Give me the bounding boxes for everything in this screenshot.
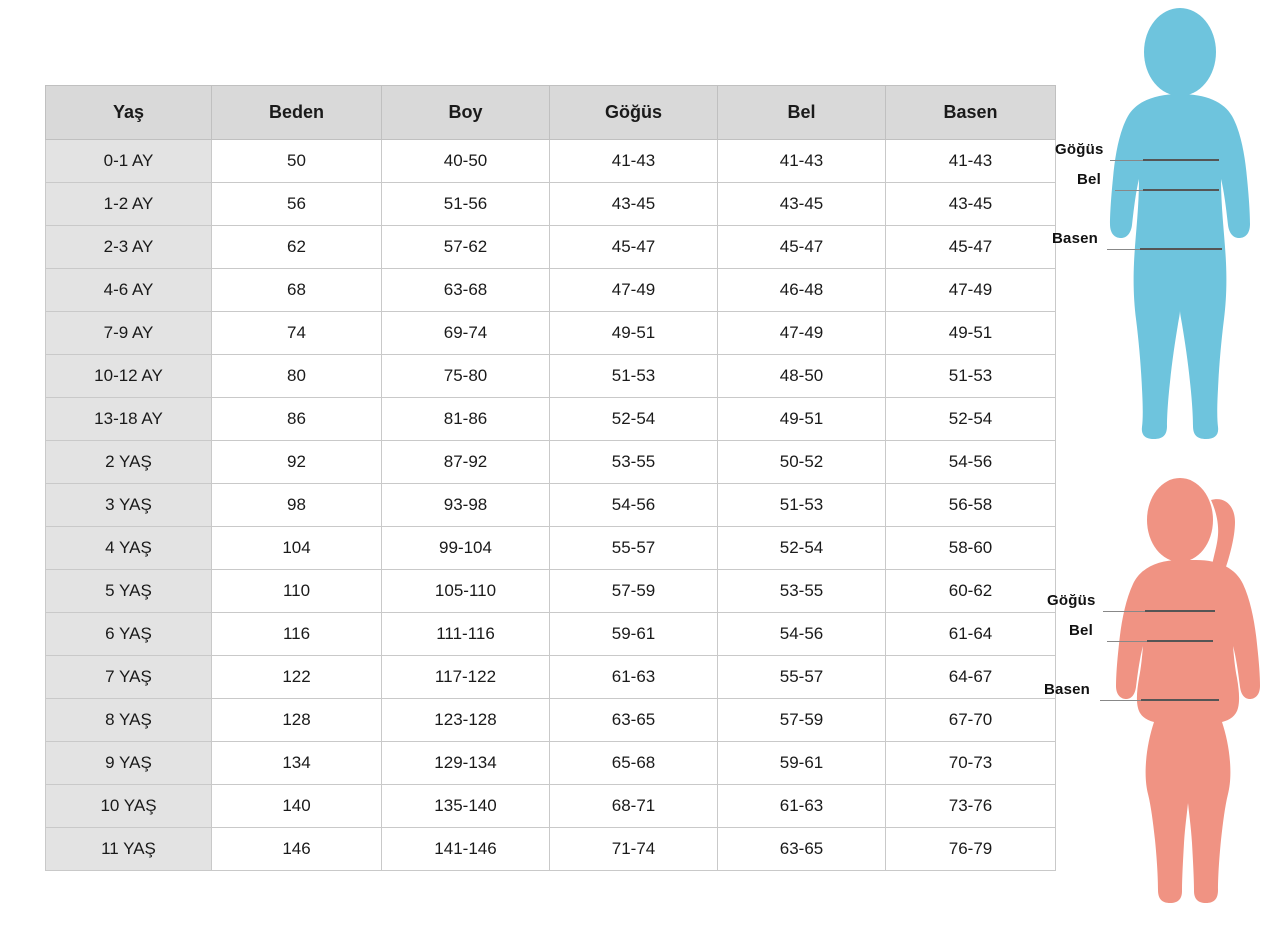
table-row <box>46 140 1056 183</box>
table-row <box>46 785 1056 828</box>
cell-size: 122 <box>212 656 382 699</box>
girl-waist-label: Bel <box>1069 622 1093 639</box>
cell-age: 2 YAŞ <box>46 441 212 484</box>
cell-waist: 57-59 <box>718 699 886 742</box>
boy-hip-label: Basen <box>1052 230 1099 247</box>
girl-chest-label: Göğüs <box>1047 592 1096 609</box>
cell-waist: 53-55 <box>718 570 886 613</box>
cell-age: 10-12 AY <box>46 355 212 398</box>
cell-size: 56 <box>212 183 382 226</box>
cell-chest: 59-61 <box>550 613 718 656</box>
cell-size: 74 <box>212 312 382 355</box>
cell-age: 13-18 AY <box>46 398 212 441</box>
cell-age: 4-6 AY <box>46 269 212 312</box>
table-row <box>46 355 1056 398</box>
cell-hip: 51-53 <box>886 355 1056 398</box>
table-row <box>46 570 1056 613</box>
cell-chest: 45-47 <box>550 226 718 269</box>
cell-chest: 71-74 <box>550 828 718 871</box>
cell-waist: 52-54 <box>718 527 886 570</box>
cell-age: 7 YAŞ <box>46 656 212 699</box>
cell-waist: 51-53 <box>718 484 886 527</box>
cell-hip: 47-49 <box>886 269 1056 312</box>
table-row <box>46 441 1056 484</box>
cell-waist: 47-49 <box>718 312 886 355</box>
table-header <box>46 86 1056 140</box>
table-row <box>46 484 1056 527</box>
cell-chest: 57-59 <box>550 570 718 613</box>
table-row <box>46 527 1056 570</box>
cell-chest: 53-55 <box>550 441 718 484</box>
cell-height: 51-56 <box>382 183 550 226</box>
girl-body-icon <box>1080 472 1280 948</box>
cell-chest: 51-53 <box>550 355 718 398</box>
girl-waist-measure-line <box>1147 640 1213 642</box>
cell-size: 98 <box>212 484 382 527</box>
table-row <box>46 742 1056 785</box>
cell-height: 69-74 <box>382 312 550 355</box>
cell-size: 62 <box>212 226 382 269</box>
cell-size: 146 <box>212 828 382 871</box>
table-row <box>46 613 1056 656</box>
cell-size: 50 <box>212 140 382 183</box>
cell-age: 0-1 AY <box>46 140 212 183</box>
table-body <box>46 140 1056 871</box>
cell-height: 111-116 <box>382 613 550 656</box>
cell-hip: 41-43 <box>886 140 1056 183</box>
cell-hip: 54-56 <box>886 441 1056 484</box>
cell-waist: 49-51 <box>718 398 886 441</box>
boy-chest-label: Göğüs <box>1055 141 1104 158</box>
cell-waist: 46-48 <box>718 269 886 312</box>
cell-size: 110 <box>212 570 382 613</box>
cell-age: 2-3 AY <box>46 226 212 269</box>
cell-hip: 43-45 <box>886 183 1056 226</box>
cell-waist: 61-63 <box>718 785 886 828</box>
cell-hip: 56-58 <box>886 484 1056 527</box>
cell-chest: 47-49 <box>550 269 718 312</box>
table-row <box>46 312 1056 355</box>
cell-height: 123-128 <box>382 699 550 742</box>
cell-size: 92 <box>212 441 382 484</box>
cell-age: 9 YAŞ <box>46 742 212 785</box>
cell-hip: 58-60 <box>886 527 1056 570</box>
cell-height: 63-68 <box>382 269 550 312</box>
table-row <box>46 699 1056 742</box>
cell-age: 7-9 AY <box>46 312 212 355</box>
cell-age: 8 YAŞ <box>46 699 212 742</box>
cell-age: 10 YAŞ <box>46 785 212 828</box>
cell-height: 87-92 <box>382 441 550 484</box>
cell-size: 116 <box>212 613 382 656</box>
cell-waist: 41-43 <box>718 140 886 183</box>
size-chart-table-container <box>45 85 1055 871</box>
table-row <box>46 398 1056 441</box>
cell-size: 134 <box>212 742 382 785</box>
cell-height: 117-122 <box>382 656 550 699</box>
cell-size: 80 <box>212 355 382 398</box>
cell-height: 81-86 <box>382 398 550 441</box>
boy-chest-measure-line <box>1143 159 1219 161</box>
cell-chest: 61-63 <box>550 656 718 699</box>
cell-age: 11 YAŞ <box>46 828 212 871</box>
cell-age: 4 YAŞ <box>46 527 212 570</box>
cell-age: 5 YAŞ <box>46 570 212 613</box>
cell-waist: 54-56 <box>718 613 886 656</box>
cell-chest: 54-56 <box>550 484 718 527</box>
cell-size: 86 <box>212 398 382 441</box>
cell-waist: 59-61 <box>718 742 886 785</box>
cell-chest: 43-45 <box>550 183 718 226</box>
cell-waist: 43-45 <box>718 183 886 226</box>
cell-chest: 65-68 <box>550 742 718 785</box>
cell-hip: 45-47 <box>886 226 1056 269</box>
cell-chest: 52-54 <box>550 398 718 441</box>
table-row <box>46 656 1056 699</box>
cell-hip: 64-67 <box>886 656 1056 699</box>
cell-size: 140 <box>212 785 382 828</box>
boy-waist-measure-line <box>1143 189 1219 191</box>
column-header-age: Yaş <box>46 86 212 140</box>
cell-chest: 68-71 <box>550 785 718 828</box>
cell-age: 1-2 AY <box>46 183 212 226</box>
girl-figure-block <box>1044 472 1280 948</box>
cell-waist: 63-65 <box>718 828 886 871</box>
cell-hip: 67-70 <box>886 699 1056 742</box>
cell-hip: 76-79 <box>886 828 1056 871</box>
cell-waist: 45-47 <box>718 226 886 269</box>
cell-hip: 73-76 <box>886 785 1056 828</box>
table-row <box>46 828 1056 871</box>
size-chart-table <box>45 85 1056 871</box>
cell-size: 68 <box>212 269 382 312</box>
table-row <box>46 183 1056 226</box>
cell-height: 75-80 <box>382 355 550 398</box>
girl-chest-measure-line <box>1145 610 1215 612</box>
girl-hip-label: Basen <box>1044 681 1091 698</box>
cell-hip: 70-73 <box>886 742 1056 785</box>
column-header-size: Beden <box>212 86 382 140</box>
boy-figure-block <box>1052 8 1280 478</box>
boy-waist-label: Bel <box>1077 171 1101 188</box>
body-figures-panel <box>1044 0 1280 948</box>
cell-height: 135-140 <box>382 785 550 828</box>
boy-hip-measure-line <box>1140 248 1222 250</box>
cell-height: 99-104 <box>382 527 550 570</box>
column-header-waist: Bel <box>718 86 886 140</box>
cell-height: 129-134 <box>382 742 550 785</box>
cell-height: 93-98 <box>382 484 550 527</box>
cell-waist: 55-57 <box>718 656 886 699</box>
column-header-height: Boy <box>382 86 550 140</box>
cell-age: 6 YAŞ <box>46 613 212 656</box>
table-row <box>46 226 1056 269</box>
column-header-hip: Basen <box>886 86 1056 140</box>
cell-chest: 49-51 <box>550 312 718 355</box>
cell-height: 141-146 <box>382 828 550 871</box>
cell-height: 105-110 <box>382 570 550 613</box>
cell-chest: 63-65 <box>550 699 718 742</box>
cell-chest: 55-57 <box>550 527 718 570</box>
cell-size: 104 <box>212 527 382 570</box>
cell-waist: 48-50 <box>718 355 886 398</box>
cell-height: 57-62 <box>382 226 550 269</box>
cell-hip: 60-62 <box>886 570 1056 613</box>
cell-hip: 49-51 <box>886 312 1056 355</box>
column-header-chest: Göğüs <box>550 86 718 140</box>
table-row <box>46 269 1056 312</box>
girl-hip-measure-line <box>1141 699 1219 701</box>
table-header-row <box>46 86 1056 140</box>
boy-body-icon <box>1080 8 1280 478</box>
cell-hip: 52-54 <box>886 398 1056 441</box>
cell-height: 40-50 <box>382 140 550 183</box>
cell-age: 3 YAŞ <box>46 484 212 527</box>
cell-chest: 41-43 <box>550 140 718 183</box>
cell-size: 128 <box>212 699 382 742</box>
cell-hip: 61-64 <box>886 613 1056 656</box>
cell-waist: 50-52 <box>718 441 886 484</box>
